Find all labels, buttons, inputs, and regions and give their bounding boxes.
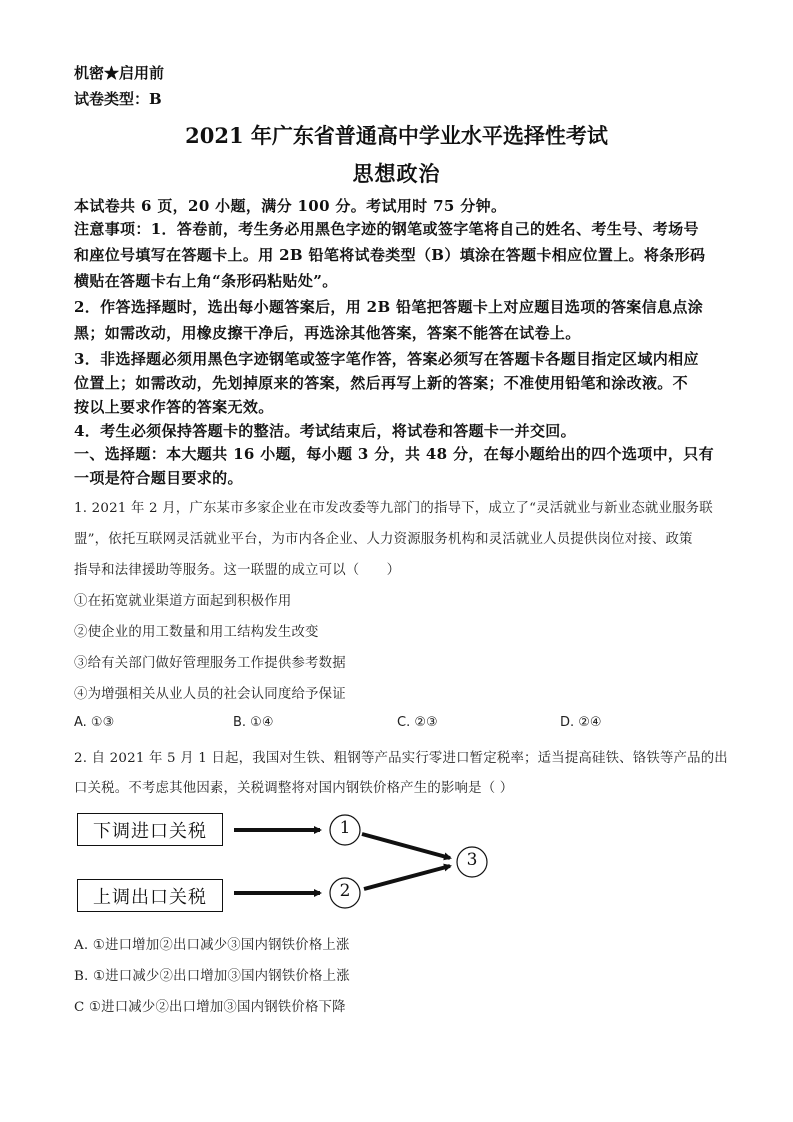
section-heading: 一、选择题：本大题共 16 小题，每小题 3 分，共 48 分，在每小题给出的四个选项中，只有	[74, 445, 714, 463]
instruction-line: 注意事项：1．答卷前，考生务必用黑色字迹的钢笔或签字笔将自己的姓名、考生号、考场号	[74, 220, 699, 238]
raise-export-tariff-box	[77, 879, 223, 912]
exam-summary: 本试卷共 6 页，20 小题，满分 100 分。考试用时 75 分钟。	[74, 197, 507, 215]
question-1-statement: ③给有关部门做好管理服务工作提供参考数据	[74, 656, 346, 671]
node-1-label: 1	[339, 818, 351, 838]
node-3-label: 3	[466, 850, 478, 870]
question-1-option-b[interactable]: B. ①④	[233, 715, 274, 730]
instruction-line: 4．考生必须保持答题卡的整洁。考试结束后，将试卷和答题卡一并交回。	[74, 422, 576, 440]
confidential-label: 机密★启用前	[74, 64, 165, 82]
question-1-option-d[interactable]: D. ②④	[560, 715, 602, 730]
node-2-label: 2	[339, 881, 351, 901]
exam-title: 2021 年广东省普通高中学业水平选择性考试	[185, 123, 608, 148]
question-1-statement: ②使企业的用工数量和用工结构发生改变	[74, 625, 319, 640]
instruction-line: 按以上要求作答的答案无效。	[74, 398, 274, 416]
question-2-option-c[interactable]: C ①进口减少②出口增加③国内钢铁价格下降	[74, 1000, 346, 1015]
lower-import-tariff-box	[77, 813, 223, 846]
question-2-stem: 2. 自 2021 年 5 月 1 日起，我国对生铁、粗钢等产品实行零进口暂定税率；适当提高硅铁、铬铁等产品的出	[74, 751, 728, 766]
lower-import-tariff-label: 下调进口关税	[93, 820, 207, 842]
question-1-stem: 1. 2021 年 2 月，广东某市多家企业在市发改委等九部门的指导下，成立了“灵活就业与新业态就业服务联	[74, 501, 713, 516]
instruction-line: 位置上；如需改动，先划掉原来的答案，然后再写上新的答案；不准使用铅笔和涂改液。不	[74, 374, 689, 392]
section-heading: 一项是符合题目要求的。	[74, 469, 243, 487]
instruction-line: 黑；如需改动，用橡皮擦干净后，再选涂其他答案，答案不能答在试卷上。	[74, 324, 581, 342]
question-2-stem: 口关税。不考虑其他因素，关税调整将对国内钢铁价格产生的影响是（ ）	[74, 781, 514, 796]
question-1-statement: ④为增强相关从业人员的社会认同度给予保证	[74, 687, 346, 702]
paper-type-label: 试卷类型：B	[74, 90, 162, 108]
instruction-line: 3．非选择题必须用黑色字迹钢笔或签字笔作答，答案必须写在答题卡各题目指定区域内相应	[74, 350, 699, 368]
instruction-line: 2．作答选择题时，选出每小题答案后，用 2B 铅笔把答题卡上对应题目选项的答案信息点涂	[74, 298, 704, 316]
question-1-stem: 指导和法律援助等服务。这一联盟的成立可以（ ）	[74, 563, 401, 578]
question-2-option-b[interactable]: B. ①进口减少②出口增加③国内钢铁价格上涨	[74, 969, 350, 984]
raise-export-tariff-label: 上调出口关税	[93, 886, 207, 908]
question-1-stem: 盟”，依托互联网灵活就业平台，为市内各企业、人力资源服务机构和灵活就业人员提供岗位对接、政策	[74, 532, 693, 547]
instruction-line: 和座位号填写在答题卡上。用 2B 铅笔将试卷类型（B）填涂在答题卡相应位置上。将条形码	[74, 246, 706, 264]
question-1-option-c[interactable]: C. ②③	[397, 715, 438, 730]
question-2-option-a[interactable]: A. ①进口增加②出口减少③国内钢铁价格上涨	[74, 938, 350, 953]
question-1-statement: ①在拓宽就业渠道方面起到积极作用	[74, 594, 292, 609]
subject-title: 思想政治	[352, 161, 441, 186]
question-1-option-a[interactable]: A. ①③	[74, 715, 115, 730]
instruction-line: 横贴在答题卡右上角“条形码粘贴处”。	[74, 272, 338, 290]
